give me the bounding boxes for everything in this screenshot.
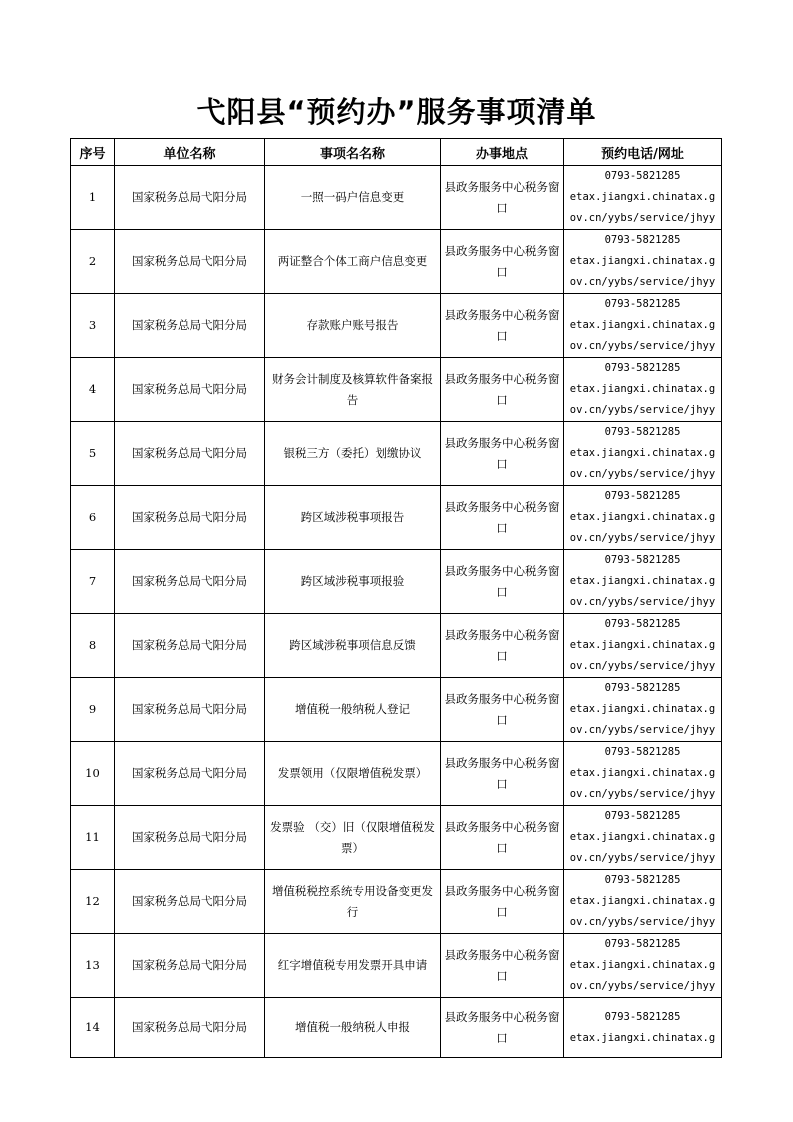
unit-name: 国家税务总局弋阳分局 (115, 294, 265, 358)
row-number: 10 (71, 742, 115, 806)
contact-phone: 0793-5821285 (604, 874, 681, 886)
unit-name: 国家税务总局弋阳分局 (115, 230, 265, 294)
header-no: 序号 (71, 139, 115, 166)
contact-phone: 0793-5821285 (604, 618, 681, 630)
contact-url-line: ov.cn/yybs/service/jhyy (569, 276, 716, 288)
table-row (71, 230, 722, 294)
item-name: 一照一码户信息变更 (265, 166, 441, 230)
contact-phone: 0793-5821285 (604, 682, 681, 694)
contact-url-line: ov.cn/yybs/service/jhyy (569, 724, 716, 736)
row-number: 9 (71, 678, 115, 742)
table-row (71, 358, 722, 422)
contact-cell (564, 742, 722, 806)
row-number: 2 (71, 230, 115, 294)
service-location: 县政务服务中心税务窗口 (441, 358, 564, 422)
contact-url-line: ov.cn/yybs/service/jhyy (569, 404, 716, 416)
contact-phone: 0793-5821285 (604, 298, 681, 310)
contact-url-line: ov.cn/yybs/service/jhyy (569, 340, 716, 352)
service-location: 县政务服务中心税务窗口 (441, 422, 564, 486)
row-number: 1 (71, 166, 115, 230)
table-row (71, 806, 722, 870)
contact-url-line: ov.cn/yybs/service/jhyy (569, 212, 716, 224)
service-location: 县政务服务中心税务窗口 (441, 166, 564, 230)
contact-cell (564, 550, 722, 614)
item-name: 存款账户账号报告 (265, 294, 441, 358)
contact-url-line: ov.cn/yybs/service/jhyy (569, 852, 716, 864)
contact-lines (567, 166, 718, 229)
contact-lines (567, 422, 718, 485)
contact-phone: 0793-5821285 (604, 170, 681, 182)
contact-url-line: ov.cn/yybs/service/jhyy (569, 788, 716, 800)
unit-name: 国家税务总局弋阳分局 (115, 998, 265, 1058)
contact-url-line: etax.jiangxi.chinatax.g (569, 959, 716, 971)
contact-lines (567, 550, 718, 613)
contact-lines (567, 678, 718, 741)
service-location: 县政务服务中心税务窗口 (441, 678, 564, 742)
item-name: 银税三方（委托）划缴协议 (265, 422, 441, 486)
item-name: 财务会计制度及核算软件备案报告 (265, 358, 441, 422)
service-location: 县政务服务中心税务窗口 (441, 870, 564, 934)
unit-name: 国家税务总局弋阳分局 (115, 870, 265, 934)
contact-url-line: ov.cn/yybs/service/jhyy (569, 660, 716, 672)
service-location: 县政务服务中心税务窗口 (441, 742, 564, 806)
table-body (71, 166, 722, 1058)
service-location: 县政务服务中心税务窗口 (441, 806, 564, 870)
row-number: 8 (71, 614, 115, 678)
contact-lines (567, 742, 718, 805)
contact-phone: 0793-5821285 (604, 426, 681, 438)
unit-name: 国家税务总局弋阳分局 (115, 486, 265, 550)
contact-url-line: etax.jiangxi.chinatax.g (569, 895, 716, 907)
row-number: 4 (71, 358, 115, 422)
contact-url-line: etax.jiangxi.chinatax.g (569, 1031, 716, 1044)
row-number: 6 (71, 486, 115, 550)
contact-url-line: etax.jiangxi.chinatax.g (569, 767, 716, 779)
service-location: 县政务服务中心税务窗口 (441, 934, 564, 998)
contact-cell (564, 870, 722, 934)
contact-url-line: ov.cn/yybs/service/jhyy (569, 916, 716, 928)
row-number: 12 (71, 870, 115, 934)
item-name: 红字增值税专用发票开具申请 (265, 934, 441, 998)
contact-phone: 0793-5821285 (604, 554, 681, 566)
contact-cell (564, 486, 722, 550)
contact-phone: 0793-5821285 (604, 810, 681, 822)
contact-url-line: ov.cn/yybs/service/jhyy (569, 980, 716, 992)
contact-cell (564, 678, 722, 742)
table-row (71, 550, 722, 614)
contact-cell (564, 934, 722, 998)
contact-cell (564, 166, 722, 230)
contact-url-line: etax.jiangxi.chinatax.g (569, 383, 716, 395)
contact-cell (564, 614, 722, 678)
item-name: 增值税一般纳税人申报 (265, 998, 441, 1058)
document-title: 弋阳县“预约办”服务事项清单 (196, 95, 597, 129)
unit-name: 国家税务总局弋阳分局 (115, 806, 265, 870)
table-row (71, 678, 722, 742)
unit-name: 国家税务总局弋阳分局 (115, 422, 265, 486)
service-location: 县政务服务中心税务窗口 (441, 486, 564, 550)
item-name: 跨区域涉税事项信息反馈 (265, 614, 441, 678)
row-number: 3 (71, 294, 115, 358)
contact-url-line: etax.jiangxi.chinatax.g (569, 319, 716, 331)
service-location: 县政务服务中心税务窗口 (441, 294, 564, 358)
table-row (71, 998, 722, 1058)
unit-name: 国家税务总局弋阳分局 (115, 166, 265, 230)
contact-url-line: etax.jiangxi.chinatax.g (569, 639, 716, 651)
contact-cell (564, 358, 722, 422)
table-row (71, 486, 722, 550)
service-list-table (70, 138, 722, 1058)
unit-name: 国家税务总局弋阳分局 (115, 742, 265, 806)
unit-name: 国家税务总局弋阳分局 (115, 614, 265, 678)
contact-lines (567, 870, 718, 933)
contact-url-line: etax.jiangxi.chinatax.g (569, 511, 716, 523)
unit-name: 国家税务总局弋阳分局 (115, 678, 265, 742)
row-number: 7 (71, 550, 115, 614)
item-name: 增值税一般纳税人登记 (265, 678, 441, 742)
contact-cell (564, 294, 722, 358)
table-row (71, 422, 722, 486)
contact-url-line: etax.jiangxi.chinatax.g (569, 575, 716, 587)
table-row (71, 742, 722, 806)
contact-lines (567, 806, 718, 869)
row-number: 14 (71, 998, 115, 1058)
table-row (71, 294, 722, 358)
contact-url-line: ov.cn/yybs/service/jhyy (569, 532, 716, 544)
contact-url-line: etax.jiangxi.chinatax.g (569, 703, 716, 715)
service-location: 县政务服务中心税务窗口 (441, 550, 564, 614)
contact-lines (567, 614, 718, 677)
unit-name: 国家税务总局弋阳分局 (115, 934, 265, 998)
header-contact: 预约电话/网址 (564, 139, 722, 166)
item-name: 发票验 （交）旧（仅限增值税发票） (265, 806, 441, 870)
service-location: 县政务服务中心税务窗口 (441, 998, 564, 1058)
table-row (71, 614, 722, 678)
item-name: 增值税税控系统专用设备变更发行 (265, 870, 441, 934)
contact-phone: 0793-5821285 (604, 746, 681, 758)
contact-lines (567, 230, 718, 293)
contact-url-line: etax.jiangxi.chinatax.g (569, 255, 716, 267)
table-row (71, 166, 722, 230)
row-number: 13 (71, 934, 115, 998)
contact-cell (564, 806, 722, 870)
row-number: 11 (71, 806, 115, 870)
contact-phone: 0793-5821285 (604, 1010, 681, 1023)
service-location: 县政务服务中心税务窗口 (441, 614, 564, 678)
header-place: 办事地点 (441, 139, 564, 166)
table-row (71, 870, 722, 934)
item-name: 跨区域涉税事项报告 (265, 486, 441, 550)
contact-cell (564, 422, 722, 486)
contact-url-line: etax.jiangxi.chinatax.g (569, 447, 716, 459)
contact-url-line: ov.cn/yybs/service/jhyy (569, 468, 716, 480)
contact-lines (567, 486, 718, 549)
contact-phone: 0793-5821285 (604, 234, 681, 246)
contact-url-line: etax.jiangxi.chinatax.g (569, 191, 716, 203)
item-name: 两证整合个体工商户信息变更 (265, 230, 441, 294)
contact-lines (567, 934, 718, 997)
contact-phone: 0793-5821285 (604, 362, 681, 374)
header-unit: 单位名称 (115, 139, 265, 166)
contact-phone: 0793-5821285 (604, 490, 681, 502)
contact-lines (567, 1007, 718, 1049)
table-header-row (71, 139, 722, 166)
contact-phone: 0793-5821285 (604, 938, 681, 950)
contact-lines (567, 294, 718, 357)
contact-cell (564, 230, 722, 294)
item-name: 发票领用（仅限增值税发票） (265, 742, 441, 806)
contact-lines (567, 358, 718, 421)
item-name: 跨区域涉税事项报验 (265, 550, 441, 614)
contact-cell (564, 998, 722, 1058)
contact-url-line: ov.cn/yybs/service/jhyy (569, 596, 716, 608)
unit-name: 国家税务总局弋阳分局 (115, 550, 265, 614)
header-item: 事项名名称 (265, 139, 441, 166)
contact-url-line: etax.jiangxi.chinatax.g (569, 831, 716, 843)
row-number: 5 (71, 422, 115, 486)
service-location: 县政务服务中心税务窗口 (441, 230, 564, 294)
table-row (71, 934, 722, 998)
unit-name: 国家税务总局弋阳分局 (115, 358, 265, 422)
